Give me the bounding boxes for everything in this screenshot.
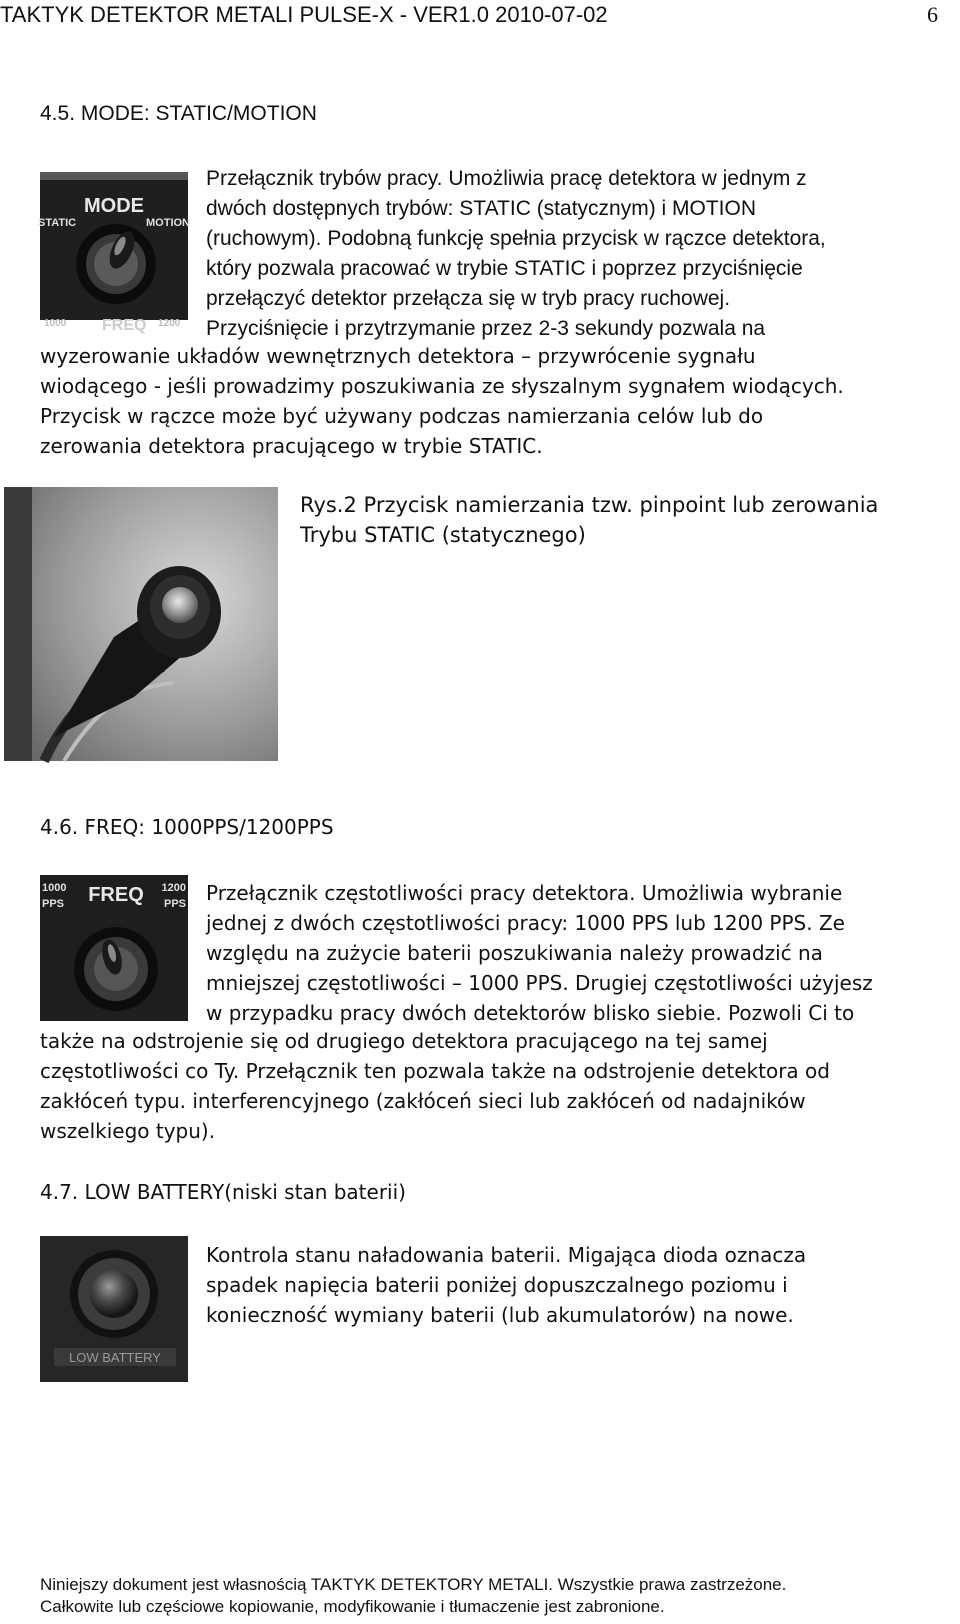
freq-line: mniejszej częstotliwości – 1000 PPS. Drugiej częstotliwości użyjesz: [206, 971, 873, 995]
freq-switch-photo: [40, 875, 188, 1021]
page-header: TAKTYK DETEKTOR METALI PULSE-X - VER1.0 2010-07-02: [0, 2, 608, 27]
freq-photo-pps-right: PPS: [163, 898, 186, 910]
section-heading-freq: 4.6. FREQ: 1000PPS/1200PPS: [40, 815, 334, 839]
footer-line: Niniejszy dokument jest własnością TAKTYK DETEKTORY METALI. Wszystkie prawa zastrzeżone.: [40, 1575, 787, 1594]
battery-led-photo: [40, 1236, 188, 1382]
freq-line: względu na zużycie baterii poszukiwania należy prowadzić na: [206, 941, 823, 965]
mode-line: przełączyć detektor przełącza się w tryb pracy ruchowej.: [206, 287, 731, 310]
caption-line: Trybu STATIC (statycznego): [300, 523, 586, 547]
freq-wide-line: zakłóceń typu. interferencyjnego (zakłóceń sieci lub zakłóceń od nadajników: [40, 1089, 806, 1113]
freq-photo-title: FREQ: [88, 884, 144, 906]
caption-line: Rys.2 Przycisk namierzania tzw. pinpoint lub zerowania: [300, 493, 879, 517]
pinpoint-button-photo: [4, 487, 278, 761]
freq-line: w przypadku pracy dwóch detektorów blisko siebie. Pozwoli Ci to: [206, 1001, 855, 1025]
freq-photo-pps-left: PPS: [42, 898, 65, 910]
mode-photo-motion: MOTION: [146, 217, 190, 229]
mode-wide-line: Przycisk w rączce może być używany podczas namierzania celów lub do: [40, 404, 764, 428]
mode-line: (ruchowym). Podobną funkcję spełnia przycisk w rączce detektora,: [206, 227, 826, 250]
mode-switch-photo: [38, 172, 190, 334]
battery-photo-label: LOW BATTERY: [69, 1350, 161, 1365]
mode-line: Przyciśnięcie i przytrzymanie przez 2-3 sekundy pozwala na: [206, 317, 766, 340]
section-heading-mode: 4.5. MODE: STATIC/MOTION: [40, 102, 317, 125]
mode-photo-freq: FREQ: [102, 317, 147, 334]
battery-line: Kontrola stanu naładowania baterii. Migająca dioda oznacza: [206, 1243, 807, 1267]
freq-photo-1000: 1000: [42, 882, 67, 894]
page-number: 6: [927, 2, 938, 27]
freq-wide-line: wszelkiego typu).: [40, 1119, 216, 1143]
freq-line: Przełącznik częstotliwości pracy detektora. Umożliwia wybranie: [206, 881, 843, 905]
footer-line: Całkowite lub częściowe kopiowanie, modyfikowanie i tłumaczenie jest zabronione.: [40, 1597, 665, 1616]
battery-led-image: [40, 1236, 188, 1382]
mode-text-wide: [40, 341, 844, 461]
mode-line: który pozwala pracować w trybie STATIC i poprzez przyciśnięcie: [206, 257, 803, 280]
freq-wide-line: częstotliwości co Ty. Przełącznik ten pozwala także na odstrojenie detektora od: [40, 1059, 830, 1083]
battery-line: spadek napięcia baterii poniżej dopuszczalnego poziomu i: [206, 1273, 788, 1297]
mode-photo-title: MODE: [84, 195, 144, 217]
battery-text-column: [206, 1240, 806, 1330]
freq-text-column: [206, 878, 873, 1028]
figure-caption: [300, 490, 878, 550]
section-heading-battery: 4.7. LOW BATTERY(niski stan baterii): [40, 1180, 406, 1204]
mode-photo-1000: 1000: [44, 318, 67, 329]
freq-line: jednej z dwóch częstotliwości pracy: 1000 PPS lub 1200 PPS. Ze: [206, 911, 845, 935]
mode-line: Przełącznik trybów pracy. Umożliwia pracę detektora w jednym z: [206, 167, 807, 190]
mode-text-column: [206, 164, 826, 344]
freq-switch-image: [40, 875, 188, 1021]
mode-wide-line: zerowania detektora pracującego w trybie STATIC.: [40, 434, 543, 458]
mode-switch-image: [38, 172, 190, 334]
mode-line: dwóch dostępnych trybów: STATIC (statycznym) i MOTION: [206, 197, 757, 220]
freq-photo-1200: 1200: [161, 882, 186, 894]
freq-wide-line: także na odstrojenie się od drugiego detektora pracującego na tej samej: [40, 1029, 768, 1053]
mode-wide-line: wiodącego - jeśli prowadzimy poszukiwania ze słyszalnym sygnałem wiodących.: [40, 374, 844, 398]
mode-photo-static: STATIC: [38, 217, 77, 229]
freq-text-wide: [40, 1026, 830, 1146]
mode-photo-1200: 1200: [158, 318, 181, 329]
pinpoint-button-image: [4, 487, 278, 761]
mode-wide-line: wyzerowanie układów wewnętrznych detektora – przywrócenie sygnału: [40, 344, 756, 368]
page-footer: [40, 1574, 786, 1618]
battery-line: konieczność wymiany baterii (lub akumulatorów) na nowe.: [206, 1303, 794, 1327]
